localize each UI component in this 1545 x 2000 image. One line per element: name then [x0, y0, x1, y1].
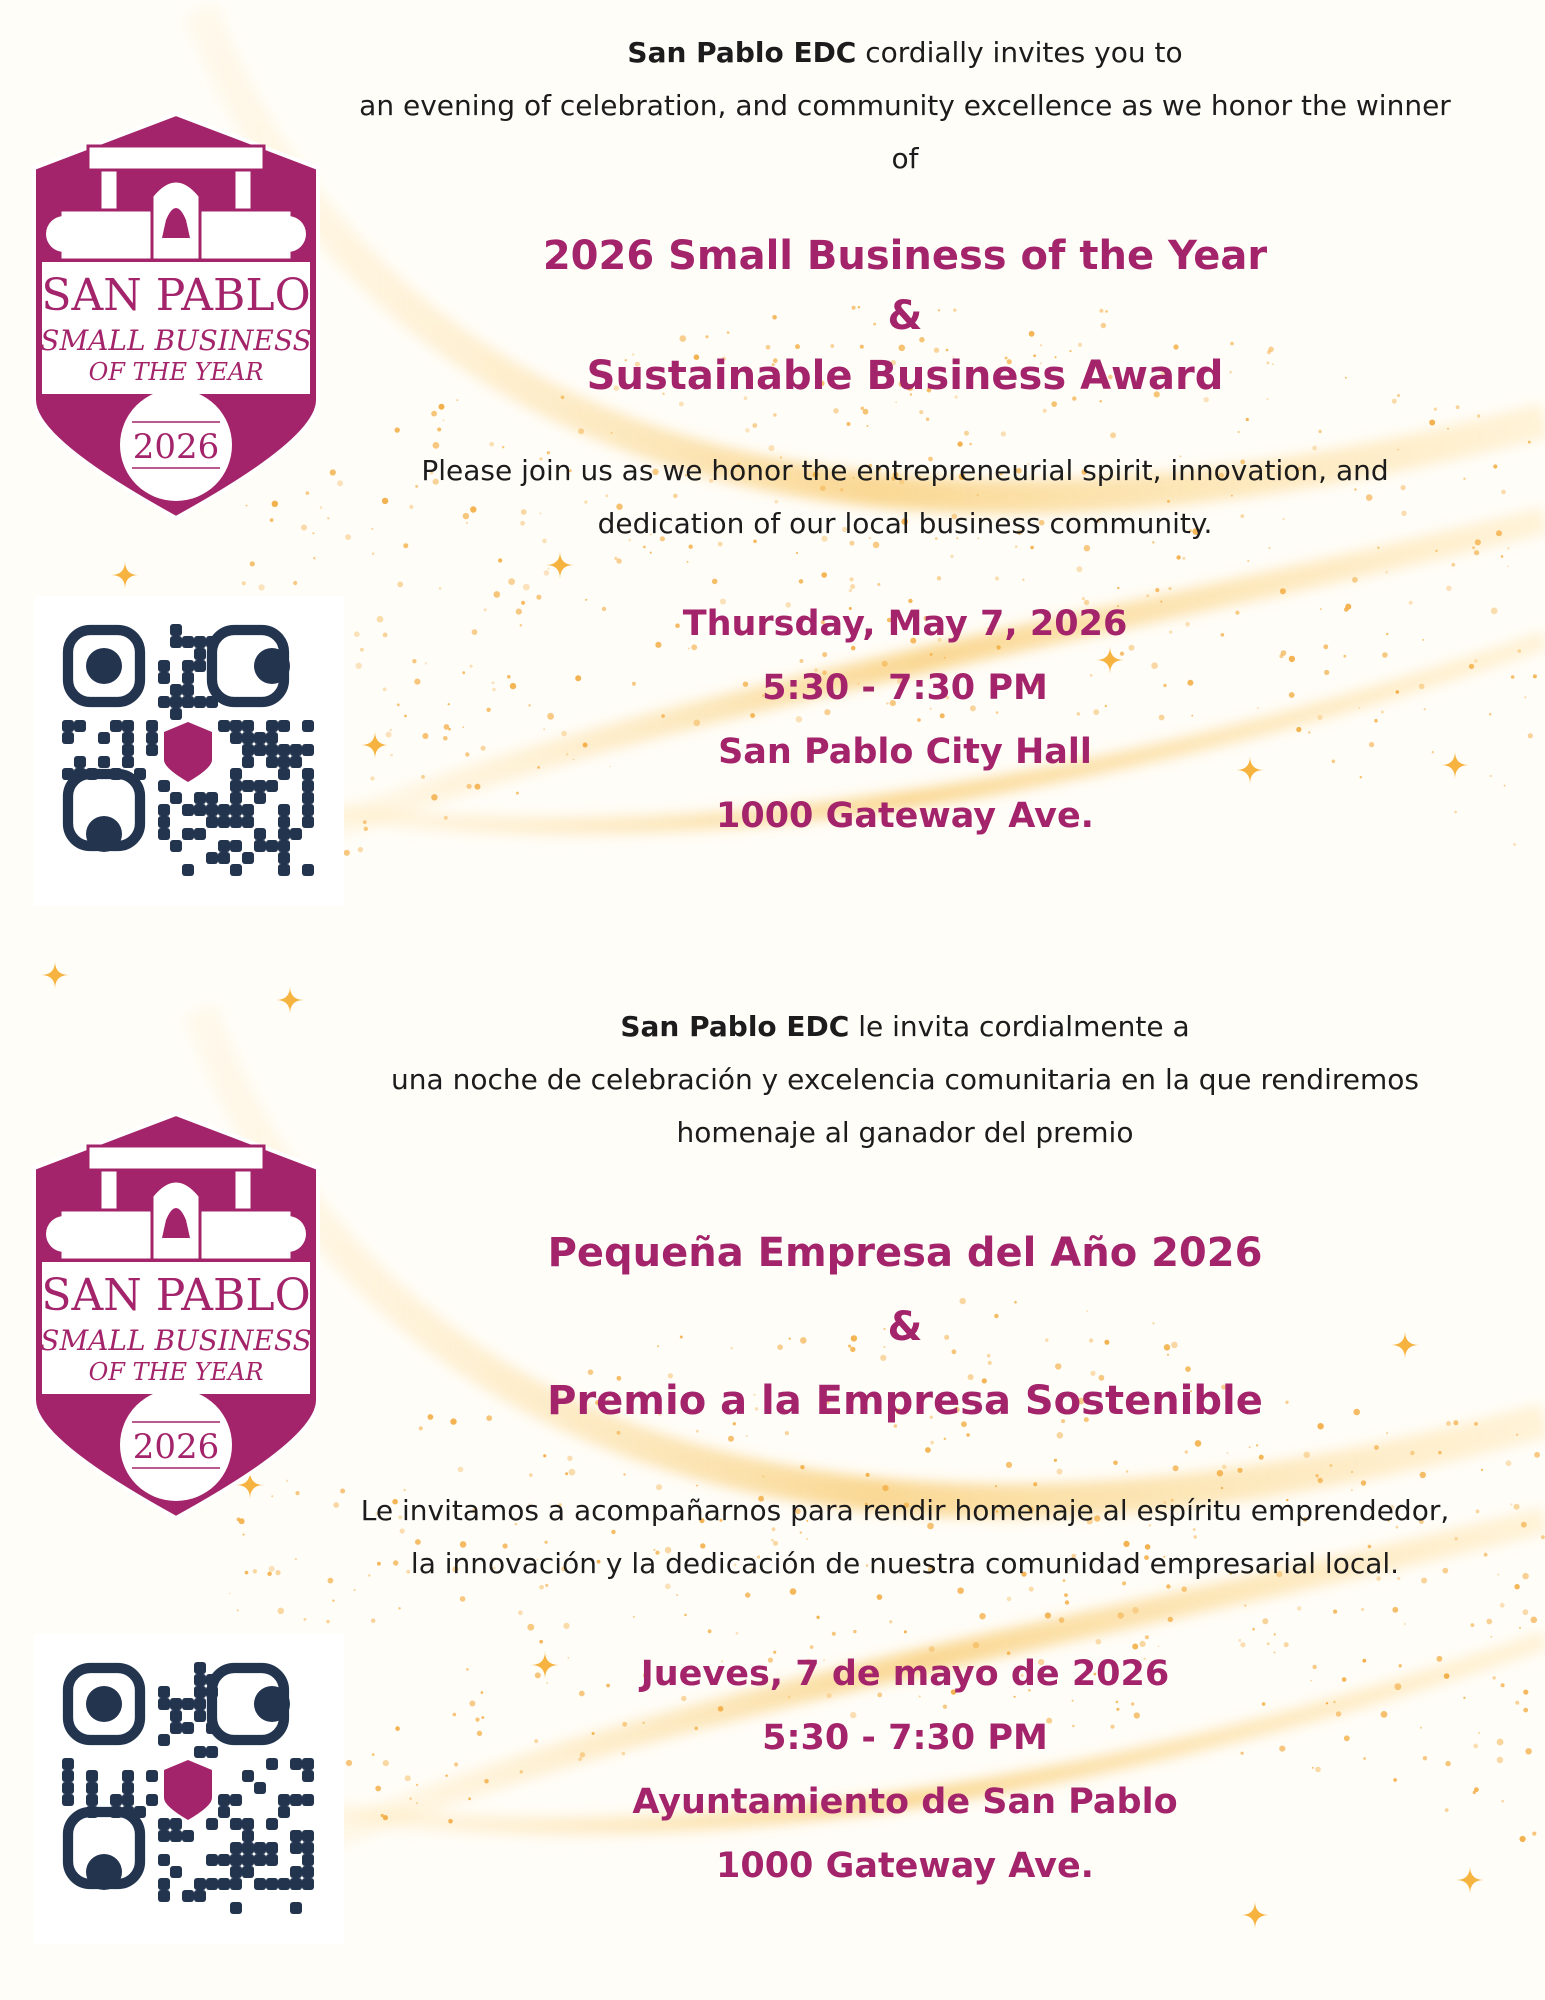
event-venue: San Pablo City Hall: [718, 732, 1092, 772]
intro-line2: an evening of celebration, and community excellence as we honor the winner: [359, 89, 1451, 122]
spanish-invitation: [0, 1000, 1545, 2000]
award-title-2: Sustainable Business Award: [586, 353, 1224, 399]
logo-line2: SMALL BUSINESS: [40, 324, 312, 357]
intro-text: [300, 1000, 1510, 1159]
event-venue: Ayuntamiento de San Pablo: [632, 1782, 1178, 1822]
desc-line2: la innovación y la dedicación de nuestra comunidad empresarial local.: [410, 1547, 1400, 1580]
event-time: 5:30 - 7:30 PM: [762, 668, 1048, 708]
event-details: [300, 1642, 1510, 1898]
award-title-1: 2026 Small Business of the Year: [542, 233, 1268, 279]
desc-line1: Le invitamos a acompañarnos para rendir homenaje al espíritu emprendedor,: [360, 1494, 1450, 1527]
logo-line1: SAN PABLO: [41, 1270, 311, 1321]
award-title-2: Premio a la Empresa Sostenible: [547, 1378, 1263, 1424]
qr-code[interactable]: [34, 596, 344, 906]
ampersand: &: [887, 293, 923, 339]
logo-line1: SAN PABLO: [41, 270, 311, 321]
description: [300, 444, 1510, 550]
qr-code-icon: [62, 624, 314, 876]
ampersand: &: [887, 1304, 923, 1350]
intro-text: [300, 26, 1510, 185]
qr-code[interactable]: [34, 1634, 344, 1944]
event-date: Jueves, 7 de mayo de 2026: [640, 1654, 1170, 1694]
description: [300, 1484, 1510, 1590]
intro-line3: homenaje al ganador del premio: [676, 1116, 1134, 1149]
qr-code-icon: [62, 1662, 314, 1914]
logo-year: 2026: [132, 1427, 220, 1467]
event-time: 5:30 - 7:30 PM: [762, 1718, 1048, 1758]
city-hall-badge-icon: [26, 1110, 326, 1530]
city-hall-badge-icon: [26, 110, 326, 530]
desc-line1: Please join us as we honor the entrepreneurial spirit, innovation, and: [421, 454, 1389, 487]
event-details: [300, 592, 1510, 848]
intro-org: San Pablo EDC: [620, 1010, 850, 1043]
logo-line2: SMALL BUSINESS: [40, 1324, 312, 1357]
event-address: 1000 Gateway Ave.: [716, 1846, 1094, 1886]
desc-line2: dedication of our local business community.: [597, 507, 1213, 540]
logo-year: 2026: [132, 427, 220, 467]
event-date: Thursday, May 7, 2026: [682, 604, 1128, 644]
intro-line3: of: [891, 142, 919, 175]
event-address: 1000 Gateway Ave.: [716, 796, 1094, 836]
award-titles: [300, 1216, 1510, 1438]
award-titles: [300, 226, 1510, 406]
intro-line2: una noche de celebración y excelencia comunitaria en la que rendiremos: [391, 1063, 1419, 1096]
intro-rest: cordially invites you to: [865, 36, 1183, 69]
intro-rest: le invita cordialmente a: [858, 1010, 1190, 1043]
logo-line3: OF THE YEAR: [88, 358, 264, 386]
intro-org: San Pablo EDC: [627, 36, 857, 69]
award-title-1: Pequeña Empresa del Año 2026: [547, 1230, 1263, 1276]
logo-line3: OF THE YEAR: [88, 1358, 264, 1386]
